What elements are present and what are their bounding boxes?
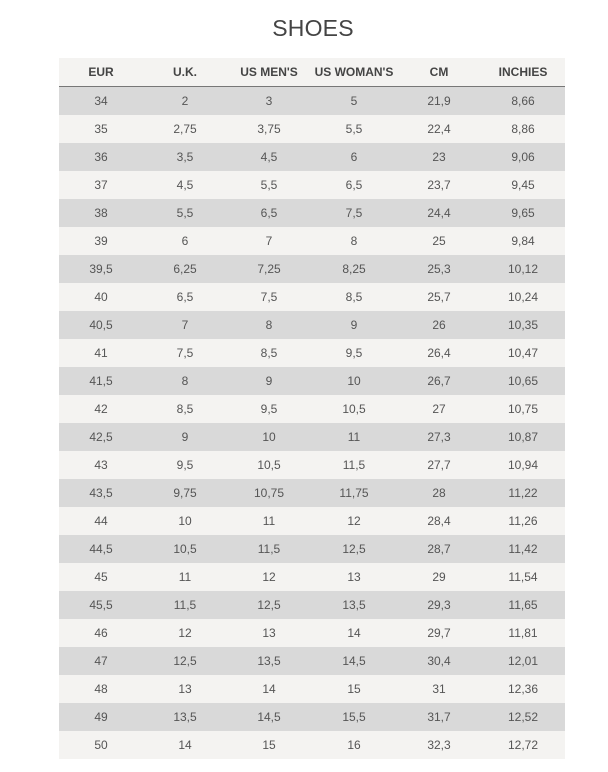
size-chart-table: [59, 58, 565, 759]
table-row: [59, 423, 565, 451]
cell-us-mens: 10: [227, 423, 311, 451]
cell-eur: 37: [59, 171, 143, 199]
cell-us-womans: 11: [311, 423, 397, 451]
table-row: [59, 115, 565, 143]
cell-cm: 26,7: [397, 367, 481, 395]
table-row: [59, 227, 565, 255]
cell-eur: 48: [59, 675, 143, 703]
cell-cm: 31: [397, 675, 481, 703]
cell-cm: 28,7: [397, 535, 481, 563]
cell-us-womans: 15,5: [311, 703, 397, 731]
cell-uk: 8,5: [143, 395, 227, 423]
cell-inches: 11,65: [481, 591, 565, 619]
cell-eur: 40,5: [59, 311, 143, 339]
cell-eur: 50: [59, 731, 143, 759]
cell-cm: 26: [397, 311, 481, 339]
cell-eur: 39: [59, 227, 143, 255]
cell-us-mens: 3: [227, 87, 311, 116]
page-title: SHOES: [272, 15, 354, 41]
cell-us-womans: 8,25: [311, 255, 397, 283]
header-eur: EUR: [59, 58, 143, 87]
cell-cm: 21,9: [397, 87, 481, 116]
cell-eur: 43,5: [59, 479, 143, 507]
cell-uk: 14: [143, 731, 227, 759]
cell-uk: 6,5: [143, 283, 227, 311]
cell-eur: 42,5: [59, 423, 143, 451]
cell-inches: 10,35: [481, 311, 565, 339]
header-us-womans: US WOMAN'S: [311, 58, 397, 87]
cell-inches: 10,65: [481, 367, 565, 395]
cell-eur: 45: [59, 563, 143, 591]
cell-us-mens: 9,5: [227, 395, 311, 423]
table-row: [59, 507, 565, 535]
cell-us-mens: 8: [227, 311, 311, 339]
cell-us-mens: 11: [227, 507, 311, 535]
cell-uk: 6,25: [143, 255, 227, 283]
cell-cm: 27,3: [397, 423, 481, 451]
cell-us-womans: 11,75: [311, 479, 397, 507]
cell-us-womans: 7,5: [311, 199, 397, 227]
cell-us-womans: 16: [311, 731, 397, 759]
cell-uk: 4,5: [143, 171, 227, 199]
cell-cm: 24,4: [397, 199, 481, 227]
table-row: [59, 479, 565, 507]
cell-cm: 23,7: [397, 171, 481, 199]
cell-us-mens: 14: [227, 675, 311, 703]
cell-us-womans: 13,5: [311, 591, 397, 619]
cell-eur: 35: [59, 115, 143, 143]
cell-eur: 39,5: [59, 255, 143, 283]
cell-uk: 7: [143, 311, 227, 339]
cell-us-mens: 8,5: [227, 339, 311, 367]
cell-inches: 9,45: [481, 171, 565, 199]
cell-us-womans: 10: [311, 367, 397, 395]
cell-eur: 36: [59, 143, 143, 171]
cell-eur: 43: [59, 451, 143, 479]
cell-eur: 49: [59, 703, 143, 731]
cell-us-mens: 3,75: [227, 115, 311, 143]
cell-us-womans: 13: [311, 563, 397, 591]
cell-cm: 25,3: [397, 255, 481, 283]
cell-uk: 10: [143, 507, 227, 535]
header-row: [59, 58, 565, 87]
cell-us-womans: 9,5: [311, 339, 397, 367]
cell-cm: 25: [397, 227, 481, 255]
cell-uk: 9: [143, 423, 227, 451]
cell-cm: 22,4: [397, 115, 481, 143]
cell-inches: 8,66: [481, 87, 565, 116]
header-inches: INCHIES: [481, 58, 565, 87]
cell-us-mens: 14,5: [227, 703, 311, 731]
table-row: [59, 675, 565, 703]
cell-cm: 27: [397, 395, 481, 423]
table-row: [59, 255, 565, 283]
cell-inches: 9,84: [481, 227, 565, 255]
cell-us-womans: 14: [311, 619, 397, 647]
table-body: [59, 87, 565, 760]
cell-uk: 8: [143, 367, 227, 395]
cell-us-womans: 9: [311, 311, 397, 339]
cell-inches: 12,52: [481, 703, 565, 731]
cell-us-mens: 15: [227, 731, 311, 759]
cell-inches: 12,72: [481, 731, 565, 759]
cell-us-mens: 7: [227, 227, 311, 255]
cell-cm: 28: [397, 479, 481, 507]
cell-us-womans: 14,5: [311, 647, 397, 675]
cell-uk: 9,75: [143, 479, 227, 507]
cell-us-mens: 6,5: [227, 199, 311, 227]
cell-eur: 41: [59, 339, 143, 367]
cell-us-mens: 10,75: [227, 479, 311, 507]
table-row: [59, 591, 565, 619]
cell-uk: 5,5: [143, 199, 227, 227]
header-us-mens: US MEN'S: [227, 58, 311, 87]
table-row: [59, 143, 565, 171]
cell-eur: 42: [59, 395, 143, 423]
table-row: [59, 339, 565, 367]
table-row: [59, 535, 565, 563]
cell-inches: 12,01: [481, 647, 565, 675]
cell-uk: 12: [143, 619, 227, 647]
table-row: [59, 451, 565, 479]
cell-us-mens: 13: [227, 619, 311, 647]
cell-eur: 41,5: [59, 367, 143, 395]
cell-uk: 7,5: [143, 339, 227, 367]
cell-eur: 46: [59, 619, 143, 647]
cell-us-womans: 6,5: [311, 171, 397, 199]
cell-uk: 10,5: [143, 535, 227, 563]
cell-uk: 3,5: [143, 143, 227, 171]
cell-us-mens: 4,5: [227, 143, 311, 171]
cell-us-womans: 8,5: [311, 283, 397, 311]
cell-us-womans: 10,5: [311, 395, 397, 423]
cell-uk: 13: [143, 675, 227, 703]
cell-inches: 8,86: [481, 115, 565, 143]
cell-us-womans: 8: [311, 227, 397, 255]
table-row: [59, 619, 565, 647]
cell-eur: 38: [59, 199, 143, 227]
header-uk: U.K.: [143, 58, 227, 87]
table-row: [59, 703, 565, 731]
cell-inches: 11,22: [481, 479, 565, 507]
cell-us-mens: 7,25: [227, 255, 311, 283]
cell-uk: 9,5: [143, 451, 227, 479]
cell-uk: 11: [143, 563, 227, 591]
cell-us-womans: 12: [311, 507, 397, 535]
table-row: [59, 395, 565, 423]
cell-cm: 23: [397, 143, 481, 171]
cell-us-womans: 5: [311, 87, 397, 116]
cell-inches: 11,42: [481, 535, 565, 563]
cell-inches: 10,94: [481, 451, 565, 479]
cell-us-womans: 6: [311, 143, 397, 171]
cell-inches: 11,54: [481, 563, 565, 591]
cell-eur: 44,5: [59, 535, 143, 563]
cell-us-mens: 12: [227, 563, 311, 591]
cell-us-mens: 7,5: [227, 283, 311, 311]
table-row: [59, 283, 565, 311]
cell-eur: 44: [59, 507, 143, 535]
cell-uk: 11,5: [143, 591, 227, 619]
cell-cm: 27,7: [397, 451, 481, 479]
cell-us-mens: 10,5: [227, 451, 311, 479]
cell-eur: 34: [59, 87, 143, 116]
cell-uk: 2: [143, 87, 227, 116]
table-row: [59, 731, 565, 759]
cell-inches: 12,36: [481, 675, 565, 703]
cell-us-womans: 5,5: [311, 115, 397, 143]
cell-inches: 9,65: [481, 199, 565, 227]
cell-us-mens: 9: [227, 367, 311, 395]
cell-cm: 32,3: [397, 731, 481, 759]
cell-inches: 10,24: [481, 283, 565, 311]
cell-cm: 28,4: [397, 507, 481, 535]
cell-cm: 25,7: [397, 283, 481, 311]
table-row: [59, 171, 565, 199]
cell-uk: 2,75: [143, 115, 227, 143]
cell-cm: 29: [397, 563, 481, 591]
cell-cm: 29,3: [397, 591, 481, 619]
cell-cm: 30,4: [397, 647, 481, 675]
table-row: [59, 563, 565, 591]
cell-inches: 11,81: [481, 619, 565, 647]
cell-inches: 10,75: [481, 395, 565, 423]
cell-us-mens: 11,5: [227, 535, 311, 563]
cell-eur: 45,5: [59, 591, 143, 619]
cell-inches: 10,47: [481, 339, 565, 367]
cell-uk: 12,5: [143, 647, 227, 675]
cell-eur: 40: [59, 283, 143, 311]
cell-inches: 11,26: [481, 507, 565, 535]
table-row: [59, 199, 565, 227]
table-row: [59, 367, 565, 395]
cell-cm: 31,7: [397, 703, 481, 731]
cell-us-womans: 12,5: [311, 535, 397, 563]
cell-us-womans: 11,5: [311, 451, 397, 479]
cell-us-mens: 12,5: [227, 591, 311, 619]
cell-inches: 10,87: [481, 423, 565, 451]
cell-us-womans: 15: [311, 675, 397, 703]
cell-inches: 10,12: [481, 255, 565, 283]
table-row: [59, 647, 565, 675]
cell-cm: 29,7: [397, 619, 481, 647]
cell-inches: 9,06: [481, 143, 565, 171]
cell-cm: 26,4: [397, 339, 481, 367]
cell-eur: 47: [59, 647, 143, 675]
cell-us-mens: 5,5: [227, 171, 311, 199]
table-row: [59, 311, 565, 339]
cell-uk: 13,5: [143, 703, 227, 731]
header-cm: CM: [397, 58, 481, 87]
cell-uk: 6: [143, 227, 227, 255]
cell-us-mens: 13,5: [227, 647, 311, 675]
table-row: [59, 87, 565, 116]
